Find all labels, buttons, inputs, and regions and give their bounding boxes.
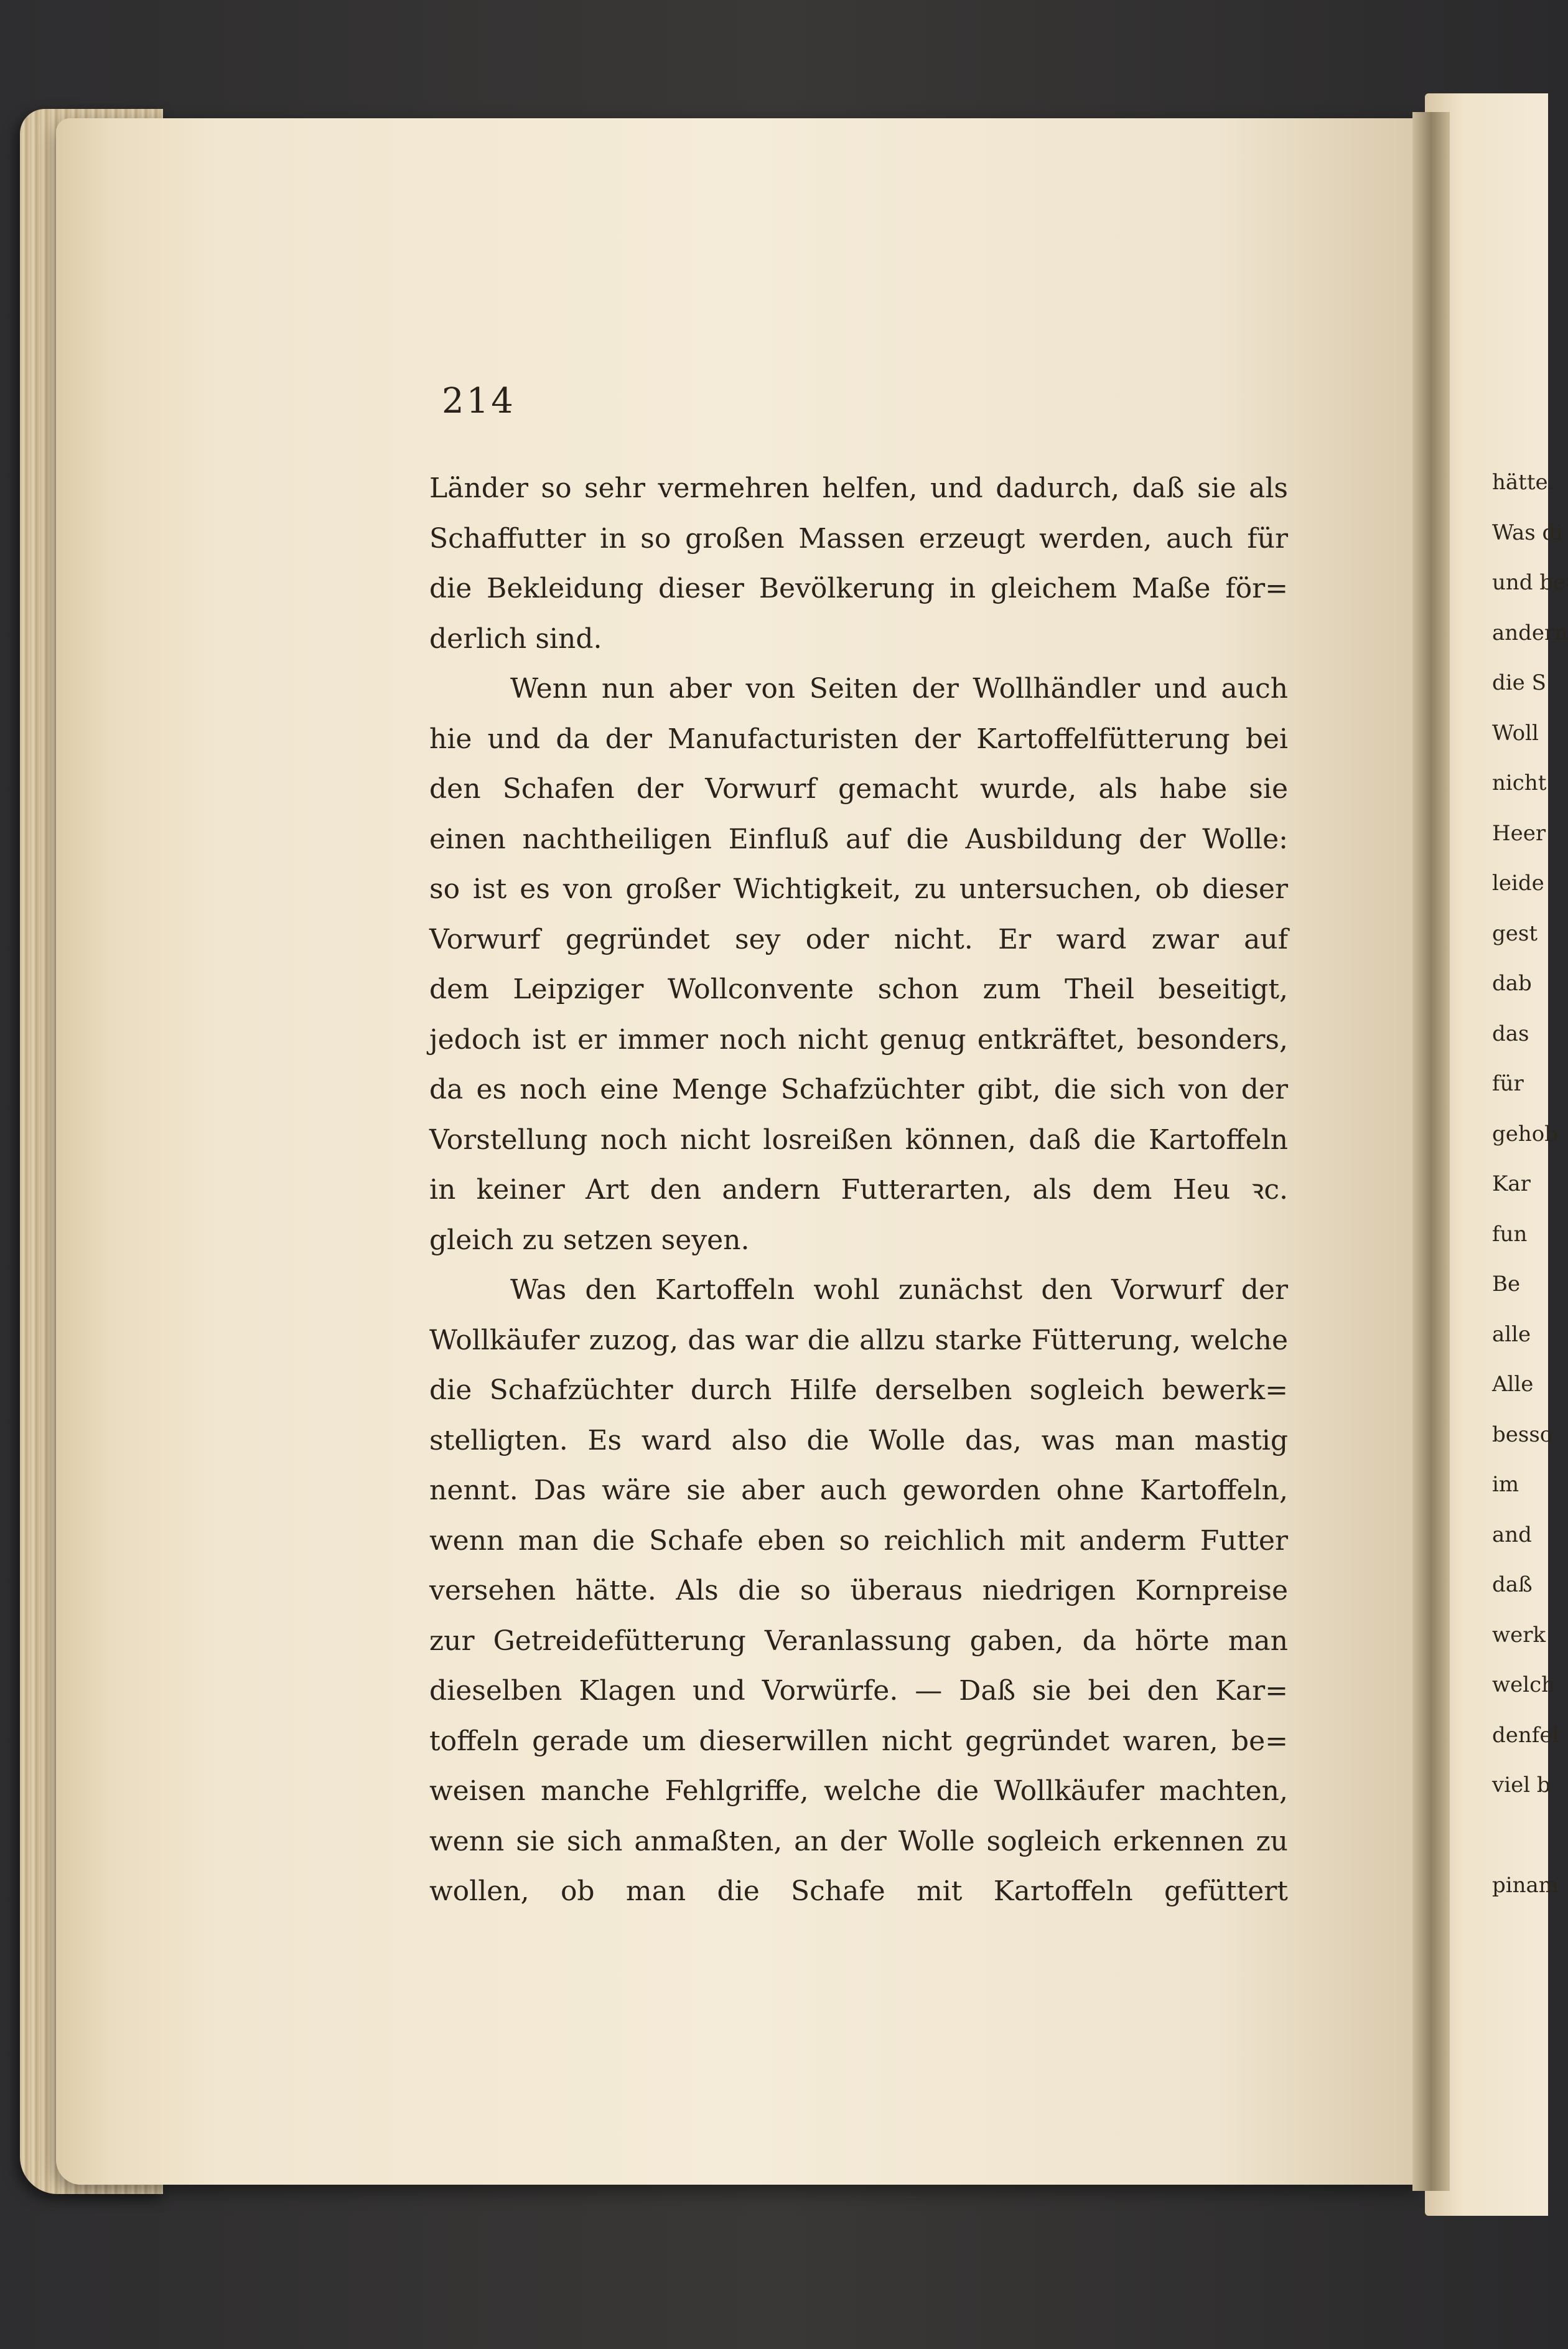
text-line: wollen, ob man die Schafe mit Kartoffeln gefüttert [429, 1875, 1288, 1907]
text-line: Schaffutter in so großen Massen erzeugt werden, auch für [429, 522, 1288, 555]
facing-page-fragment: pinam [1492, 1873, 1559, 1898]
text-line: jedoch ist er immer noch nicht genug entkräftet, besonders, [429, 1023, 1288, 1056]
text-line: dieselben Klagen und Vorwürfe. — Daß sie bei den Kar= [429, 1675, 1288, 1707]
facing-page-fragment: viel b [1492, 1773, 1551, 1798]
facing-page-fragment: Was di [1492, 520, 1563, 545]
page-number: 214 [442, 381, 516, 421]
text-line: Vorwurf gegründet sey oder nicht. Er ward zwar auf [429, 923, 1288, 955]
text-line: so ist es von großer Wichtigkeit, zu untersuchen, ob dieser [429, 873, 1288, 905]
text-line: Wenn nun aber von Seiten der Wollhändler und auch [510, 673, 1288, 705]
text-line: zur Getreidefütterung Veranlassung gaben, da hörte man [429, 1625, 1288, 1657]
facing-page-fragment: Woll [1492, 720, 1539, 746]
text-line: Vorstellung noch nicht losreißen können, daß die Kartoffeln [429, 1123, 1288, 1156]
facing-page-fragment: und be [1492, 570, 1566, 595]
facing-page-fragment: besso [1492, 1422, 1553, 1447]
facing-page-text [1492, 457, 1568, 1911]
facing-page-fragment: dab [1492, 971, 1532, 996]
body-text [429, 464, 1288, 1917]
facing-page-fragment: das [1492, 1021, 1529, 1046]
facing-page-fragment: für [1492, 1071, 1524, 1096]
text-line: die Schafzüchter durch Hilfe derselben sogleich bewerk= [429, 1374, 1288, 1406]
facing-page-fragment: hätte. [1492, 470, 1555, 495]
text-line: hie und da der Manufacturisten der Kartoffelfütterung bei [429, 723, 1288, 755]
facing-page-fragment: fun [1492, 1221, 1528, 1247]
facing-page-fragment: daß [1492, 1572, 1533, 1597]
facing-page-fragment: gest [1492, 921, 1538, 946]
facing-page-fragment: andern [1492, 620, 1568, 645]
text-line: einen nachtheiligen Einfluß auf die Ausbildung der Wolle: [429, 823, 1288, 855]
facing-page-fragment [1492, 1811, 1548, 1861]
text-line: Wollkäufer zuzog, das war die allzu starke Fütterung, welche [429, 1324, 1288, 1356]
text-line: den Schafen der Vorwurf gemacht wurde, als habe sie [429, 773, 1288, 805]
text-line: die Bekleidung dieser Bevölkerung in gleichem Maße för= [429, 573, 1288, 604]
facing-page-fragment: im [1492, 1472, 1519, 1497]
facing-page-fragment: werk [1492, 1622, 1546, 1648]
text-line: in keiner Art den andern Futterarten, als dem Heu ꝛc. [429, 1174, 1288, 1206]
text-line: wenn man die Schafe eben so reichlich mit anderm Futter [429, 1524, 1288, 1557]
facing-page-fragment: die S [1492, 670, 1546, 695]
text-line: dem Leipziger Wollconvente schon zum Theil beseitigt, [429, 973, 1288, 1005]
text-line: gleich zu setzen seyen. [429, 1224, 750, 1256]
facing-page-fragment: Alle [1492, 1372, 1534, 1397]
text-line: weisen manche Fehlgriffe, welche die Wollkäufer machten, [429, 1775, 1288, 1807]
facing-page-fragment: denfel [1492, 1722, 1559, 1748]
facing-page-fragment: Heer [1492, 820, 1546, 846]
text-line: nennt. Das wäre sie aber auch geworden ohne Kartoffeln, [429, 1475, 1288, 1506]
facing-page-fragment: welch [1492, 1672, 1556, 1697]
facing-page-fragment: gehob [1492, 1121, 1559, 1146]
text-line: da es noch eine Menge Schafzüchter gibt, die sich von der [429, 1074, 1288, 1105]
facing-page-fragment: alle [1492, 1321, 1531, 1347]
text-line: Was den Kartoffeln wohl zunächst den Vorwurf der [510, 1274, 1288, 1306]
facing-page-fragment: leide [1492, 871, 1544, 896]
book-gutter [1412, 112, 1450, 2191]
facing-page-fragment: nicht [1492, 771, 1547, 795]
facing-page-fragment: and [1492, 1522, 1532, 1547]
facing-page-fragment: Kar [1492, 1171, 1531, 1196]
text-line: versehen hätte. Als die so überaus niedrigen Kornpreise [429, 1575, 1288, 1606]
text-line: stelligten. Es ward also die Wolle das, was man mastig [429, 1424, 1288, 1456]
facing-page-fragment: Be [1492, 1272, 1521, 1296]
text-line: toffeln gerade um dieserwillen nicht gegründet waren, be= [429, 1725, 1288, 1757]
text-line: wenn sie sich anmaßten, an der Wolle sogleich erkennen zu [429, 1825, 1288, 1857]
text-line: derlich sind. [429, 622, 602, 655]
text-line: Länder so sehr vermehren helfen, und dadurch, daß sie als [429, 472, 1288, 504]
